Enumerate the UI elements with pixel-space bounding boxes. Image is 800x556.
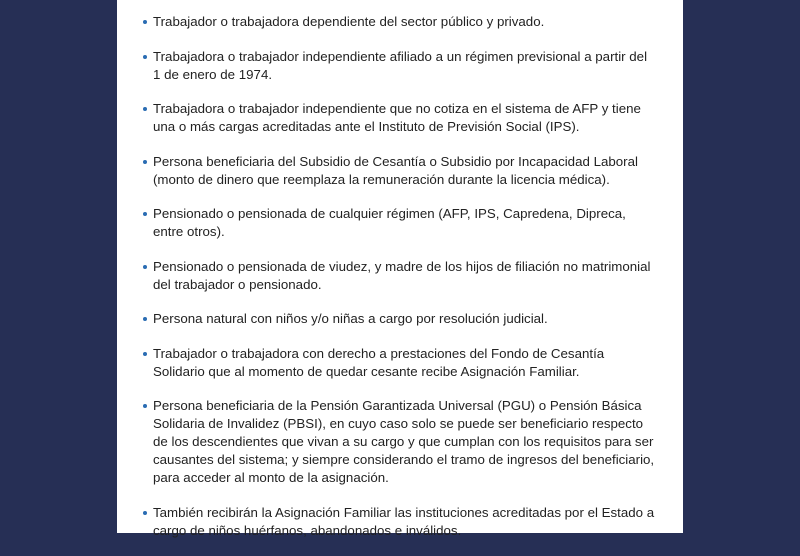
list-item-text: Pensionado o pensionada de viudez, y madre de los hijos de filiación no matrimonial del trabajador o pensionado. — [153, 258, 651, 292]
bullet-icon — [143, 55, 147, 59]
list-item — [153, 13, 658, 31]
bullet-icon — [143, 317, 147, 321]
list-item — [153, 100, 658, 136]
list-item — [153, 397, 658, 487]
bullet-icon — [143, 511, 147, 515]
beneficiaries-list — [153, 13, 658, 556]
bullet-icon — [143, 352, 147, 356]
list-item — [153, 345, 658, 381]
list-item-text: Trabajadora o trabajador independiente afiliado a un régimen previsional a partir del 1 de enero de 1974. — [153, 48, 648, 82]
bullet-icon — [143, 212, 147, 216]
list-item-text: Persona natural con niños y/o niñas a cargo por resolución judicial. — [153, 311, 548, 326]
content-panel — [117, 0, 683, 538]
list-item-text: También recibirán la Asignación Familiar las instituciones acreditadas por el Estado a cargo de niños huérfanos, abandonados e inválidos. — [153, 504, 655, 538]
list-item — [153, 504, 658, 540]
bullet-icon — [143, 20, 147, 24]
list-item-text: Trabajador o trabajadora dependiente del sector público y privado. — [153, 14, 545, 29]
list-item-text: Trabajadora o trabajador independiente que no cotiza en el sistema de AFP y tiene una o más cargas acreditadas ante el Instituto de Previsión Social (IPS). — [153, 101, 641, 134]
bullet-icon — [143, 160, 147, 164]
list-item — [153, 48, 658, 84]
list-item — [153, 153, 658, 189]
list-item — [153, 310, 658, 328]
list-item — [153, 205, 658, 241]
list-item-text: Persona beneficiaria del Subsidio de Cesantía o Subsidio por Incapacidad Laboral (monto de dinero que reemplaza la remuneración durante la licencia médica). — [153, 153, 638, 187]
list-item-text: Trabajador o trabajadora con derecho a prestaciones del Fondo de Cesantía Solidario que al momento de quedar cesante recibe Asignación Familiar. — [153, 345, 605, 379]
list-item — [153, 258, 658, 294]
list-item-text: Persona beneficiaria de la Pensión Garantizada Universal (PGU) o Pensión Básica Solidaria de Invalidez (PBSI), en cuyo caso solo se puede ser beneficiario respecto de los descendientes que vivan a su cargo y que cumplan con los requisitos para ser causantes del sistema; y siempre considerando el tramo de ingresos del beneficiario, para acceder al monto de la asignación. — [153, 398, 655, 485]
bullet-icon — [143, 107, 147, 111]
list-item-text: Pensionado o pensionada de cualquier régimen (AFP, IPS, Capredena, Dipreca, entre otros). — [153, 206, 626, 239]
bullet-icon — [143, 404, 147, 408]
bullet-icon — [143, 265, 147, 269]
